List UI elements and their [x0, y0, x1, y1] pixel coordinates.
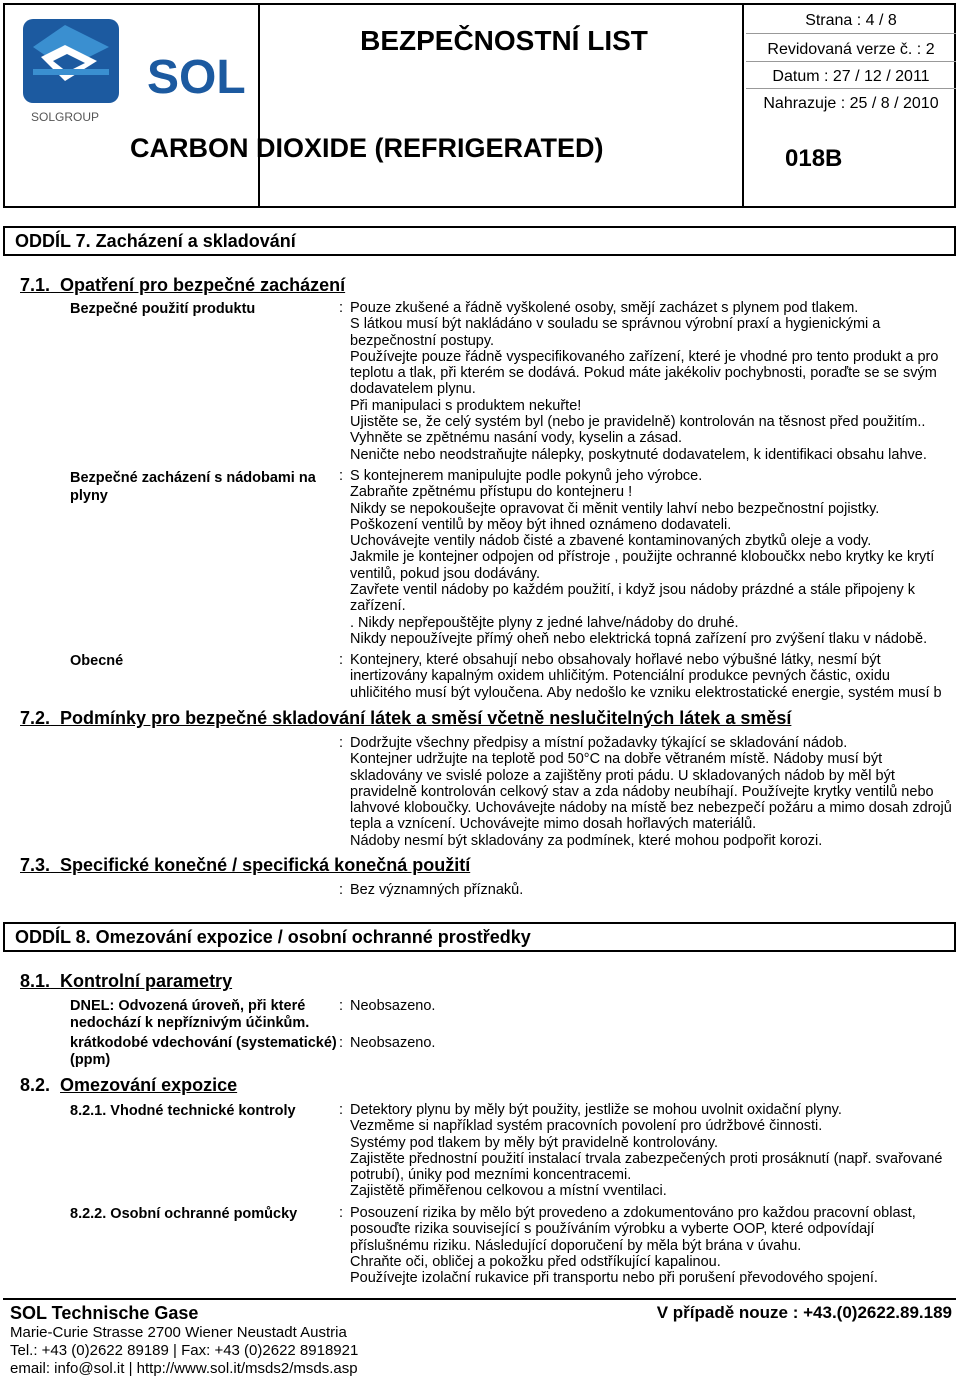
- revision-number: Revidovaná verze č. : 2: [767, 41, 935, 58]
- subsection-8-1-title: 8.1. Kontrolní parametry: [20, 971, 233, 991]
- footer-address: Marie-Curie Strasse 2700 Wiener Neustadt Austria: [10, 1324, 347, 1341]
- document-title: BEZPEČNOSTNÍ LIST: [360, 25, 648, 56]
- value-dnel: Neobsazeno.: [350, 998, 436, 1014]
- footer-divider: [3, 1298, 956, 1300]
- label-general: Obecné: [70, 653, 124, 669]
- section-8-bar: ODDÍL 8. Omezování expozice / osobní ochranné prostředky: [3, 922, 956, 952]
- value-short-term: Neobsazeno.: [350, 1035, 436, 1051]
- subsection-8-2-title: 8.2. Omezování expozice: [20, 1075, 238, 1095]
- label-technical-controls: 8.2.1. Vhodné technické kontroly: [70, 1103, 296, 1119]
- footer-company: SOL Technische Gase: [10, 1303, 199, 1323]
- subsection-7-2-title: 7.2. Podmínky pro bezpečné skladování látek a směsí včetně neslučitelných látek a směsí: [20, 708, 792, 728]
- section-7-bar: ODDÍL 7. Zacházení a skladování: [3, 226, 956, 256]
- subsection-7-3-title: 7.3. Specifické konečné / specifická konečná použití: [20, 855, 471, 875]
- document-header: [3, 3, 956, 208]
- product-name: CARBON DIOXIDE (REFRIGERATED): [130, 133, 604, 163]
- revision-date: Datum : 27 / 12 / 2011: [772, 68, 930, 85]
- logo-wordmark: SOL: [147, 51, 246, 104]
- footer-email[interactable]: email: info@sol.it | http://www.sol.it/msds2/msds.asp: [10, 1360, 358, 1377]
- subsection-7-1-title: 7.1. Opatření pro bezpečné zacházení: [20, 275, 346, 295]
- label-gas-containers: Bezpečné zacházení s nádobami na plyny: [70, 470, 316, 504]
- text-safe-use: Pouze zkušené a řádně vyškolené osoby, smějí zacházet s plynem pod tlakem. S látkou musí být nakládáno v souladu se správnou výrobní praxí a hygienickými a bezpečnostní postupy. Používejte pouze řádně vyspecifikovaného zařízení, které je vhodné pro tento produkt a pro teplotu a tlak, při kterém se dodává. Pokud máte jakékoliv pochybnosti, poraďte se se svým dodavatelem plynu. Při manipulaci s produktem nekuřte! Ujistěte se, že celý systém byl (nebo je pravidelně) kontrolován na těsnost před použitím.. Vyhněte se zpětnému nasání vody, kyselin a zásad. Neničte nebo neodstraňujte nálepky, poskytnuté dodavatelem, k identifikaci obsahu lahve.: [350, 300, 939, 463]
- label-dnel: DNEL: Odvozená úroveň, při které nedochází k nepříznivým účinkům.: [70, 998, 310, 1031]
- text-general: Kontejnery, které obsahují nebo obsahovaly hořlavé nebo výbušné látky, nesmí být inertizovány kapalným oxidem uhličitým. Potenciální produkce pevných částic, oxidu uhličitého musí být vyloučena. Aby nedošlo ke vzniku elektrostatické energie, systém musí b: [350, 652, 942, 701]
- logo-group: SOLGROUP: [31, 110, 100, 124]
- footer-phone: Tel.: +43 (0)2622 89189 | Fax: +43 (0)2622 8918921: [10, 1342, 359, 1359]
- label-ppe: 8.2.2. Osobní ochranné pomůcky: [70, 1206, 298, 1222]
- footer-emergency: V případě nouze : +43.(0)2622.89.189: [656, 1303, 952, 1322]
- label-safe-use: Bezpečné použití produktu: [70, 301, 256, 317]
- product-code: 018B: [785, 145, 843, 172]
- text-storage: Dodržujte všechny předpisy a místní požadavky týkající se skladování nádob. Kontejner udržujte na teplotě pod 50°C na dobře větraném místě. Nádoby musí být skladovány ve svislé poloze a zajištěny proti pádu. U skladovaných nádob by měl být pravidelně kontrolován celkový stav a zda nádoby neubíhají. Používejte krytky ventilů nebo lahvové kloboučky. Uchovávejte nádoby na místě bez nebezpečí požáru a mimo dosah zdrojů tepla a vznícení. Uchovávejte mimo dosah hořlavých materiálů. Nádoby nesmí být skladovány za podmínek, které mohou podpořit korozi.: [350, 735, 952, 849]
- text-ppe: Posouzení rizika by mělo být provedeno a zdokumentováno pro každou pracovní oblast, posouďte rizika související s používáním výrobku a vyberte OOP, které odpovídají příslušnému riziku. Následující doporučení by měla být brána v úvahu. Chraňte oči, obličej a pokožku před odstříkující kapalinou. Používejte izolační rukavice při transportu nebo při porušení převodového spojení.: [350, 1205, 916, 1287]
- page-number: Strana : 4 / 8: [805, 12, 897, 29]
- text-specific-use: Bez významných příznaků.: [350, 882, 524, 898]
- replaces-date: Nahrazuje : 25 / 8 / 2010: [763, 95, 939, 112]
- text-technical-controls: Detektory plynu by měly být použity, jestliže se mohou uvolnit oxidační plyny. Vezměme si například systém pracovních povolení pro údržbové činnosti. Systémy pod tlakem by měly být pravidelně kontrolovány. Zajistěte přednostní použití instalací trvala zabezpečených proti prosáknutí (např. svařované potrubí), úniky pod mezními koncentracemi. Zajistětě přiměřenou celkovou a místní vventilaci.: [350, 1102, 943, 1200]
- text-gas-containers: S kontejnerem manipulujte podle pokynů jeho výrobce. Zabraňte zpětnému přístupu do kontejneru ! Nikdy se nepokoušejte opravovat či měnit ventily lahví nebo bezpečnostní pojistky. Poškození ventilů by měoy být ihned oznámeno dodavateli. Uchovávejte ventily nádob čisté a zbavené kontaminovaných zbytků oleje a vody. Jakmile je kontejner odpojen od přístroje , použijte ochranné kloboučkx nebo krytky ke krytí ventilů, pokud jsou dodávány. Zavřete ventil nádoby po každém použití, i když jsou nádoby prázdné a stále připojeny k zařízení. . Nikdy nepřepouštějte plyny z jedné lahve/nádoby do druhé. Nikdy nepoužívejte přímý oheň nebo elektrická topná zařízení pro zvýšení tlaku v nádobě.: [350, 468, 935, 647]
- sol-logo-icon: [23, 19, 119, 103]
- label-short-term: krátkodobé vdechování (systematické) (ppm): [70, 1035, 337, 1068]
- company-logo: [5, 5, 260, 206]
